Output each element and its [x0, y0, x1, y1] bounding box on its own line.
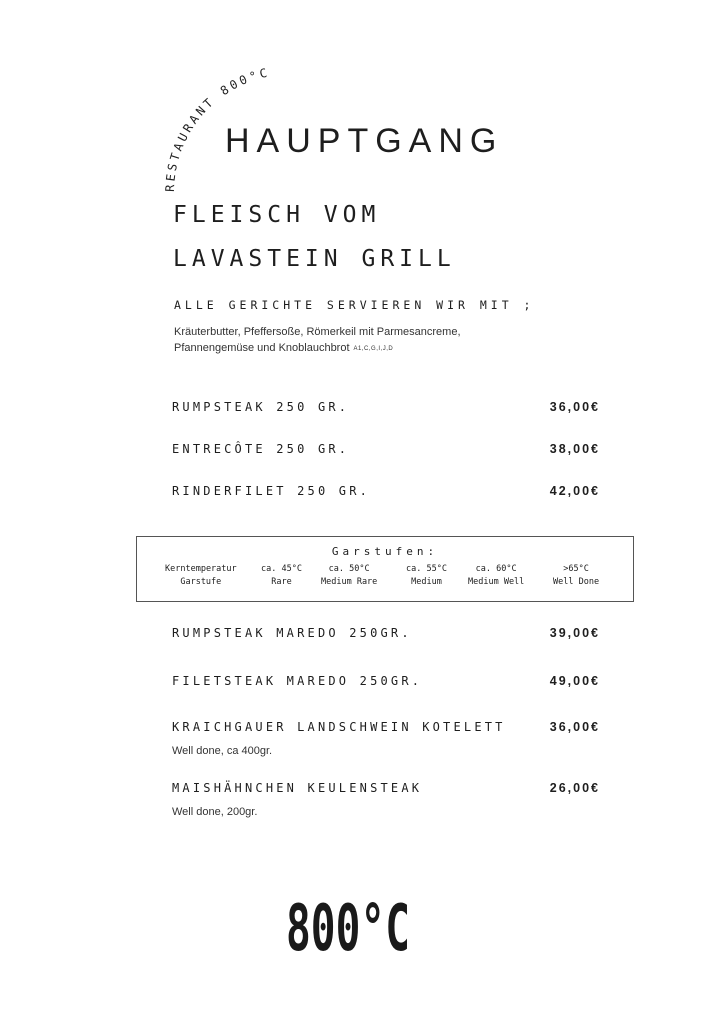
restaurant-logo — [286, 892, 416, 966]
column-bottom: Medium Well — [468, 577, 525, 587]
item-name: KRAICHGAUER LANDSCHWEIN KOTELETT — [172, 720, 506, 734]
column-top: ca. 50°C — [328, 564, 370, 574]
section-title-line-1: FLEISCH VOM — [173, 202, 381, 228]
item-price: 39,00€ — [549, 626, 600, 640]
sides-line-2: Pfannengemüse und Knoblauchbrot A1,C,G,I,J,D — [174, 342, 394, 354]
item-name: RINDERFILET 250 GR. — [172, 484, 371, 498]
item-name: MAISHÄHNCHEN KEULENSTEAK — [172, 781, 423, 795]
sides-line-1: Kräuterbutter, Pfeffersoße, Römerkeil mit Parmesancreme, — [174, 326, 461, 338]
column-top: >65°C — [563, 564, 589, 574]
column-bottom: Medium — [411, 577, 442, 587]
item-price: 36,00€ — [549, 400, 600, 414]
item-price: 38,00€ — [549, 442, 600, 456]
menu-item — [172, 626, 600, 644]
column-bottom: Rare — [271, 577, 292, 587]
sides-heading: ALLE GERICHTE SERVIEREN WIR MIT ; — [174, 298, 535, 312]
menu-item — [172, 442, 600, 460]
item-price: 36,00€ — [549, 720, 600, 734]
item-price: 49,00€ — [549, 674, 600, 688]
garstufen-column — [468, 563, 524, 589]
garstufen-column — [553, 563, 599, 589]
page-title: HAUPTGANG — [225, 122, 504, 160]
column-top: ca. 55°C — [406, 564, 447, 574]
column-top: ca. 60°C — [475, 564, 517, 574]
garstufen-column — [261, 563, 302, 589]
column-top: Kerntemperatur — [165, 564, 237, 574]
restaurant-arc-label — [0, 0, 320, 220]
item-name: FILETSTEAK MAREDO 250GR. — [172, 674, 423, 688]
menu-item — [172, 484, 600, 502]
section-title-line-2: LAVASTEIN GRILL — [173, 246, 456, 272]
column-top: ca. 45°C — [261, 564, 302, 574]
item-name: RUMPSTEAK MAREDO 250GR. — [172, 626, 412, 640]
garstufen-column — [406, 563, 447, 589]
column-bottom: Garstufe — [180, 577, 222, 587]
garstufen-table — [136, 536, 634, 602]
menu-item — [172, 400, 600, 418]
allergen-codes: A1,C,G,I,J,D — [353, 346, 394, 352]
logo-text: 800°C — [286, 892, 410, 966]
sides-description — [174, 324, 574, 357]
column-bottom: Medium Rare — [321, 577, 378, 587]
menu-item — [172, 674, 600, 692]
item-note: Well done, ca 400gr. — [172, 745, 273, 757]
item-note: Well done, 200gr. — [172, 806, 258, 818]
column-bottom: Well Done — [553, 577, 600, 587]
garstufen-column — [321, 563, 377, 589]
menu-item — [172, 781, 600, 799]
garstufen-title: Garstufen: — [331, 545, 439, 558]
menu-item — [172, 720, 600, 738]
item-name: RUMPSTEAK 250 GR. — [172, 400, 350, 414]
item-name: ENTRECÔTE 250 GR. — [172, 442, 350, 456]
garstufen-column — [165, 563, 237, 589]
item-price: 26,00€ — [549, 781, 600, 795]
arc-text: RESTAURANT 800°C — [162, 65, 272, 193]
item-price: 42,00€ — [549, 484, 600, 498]
